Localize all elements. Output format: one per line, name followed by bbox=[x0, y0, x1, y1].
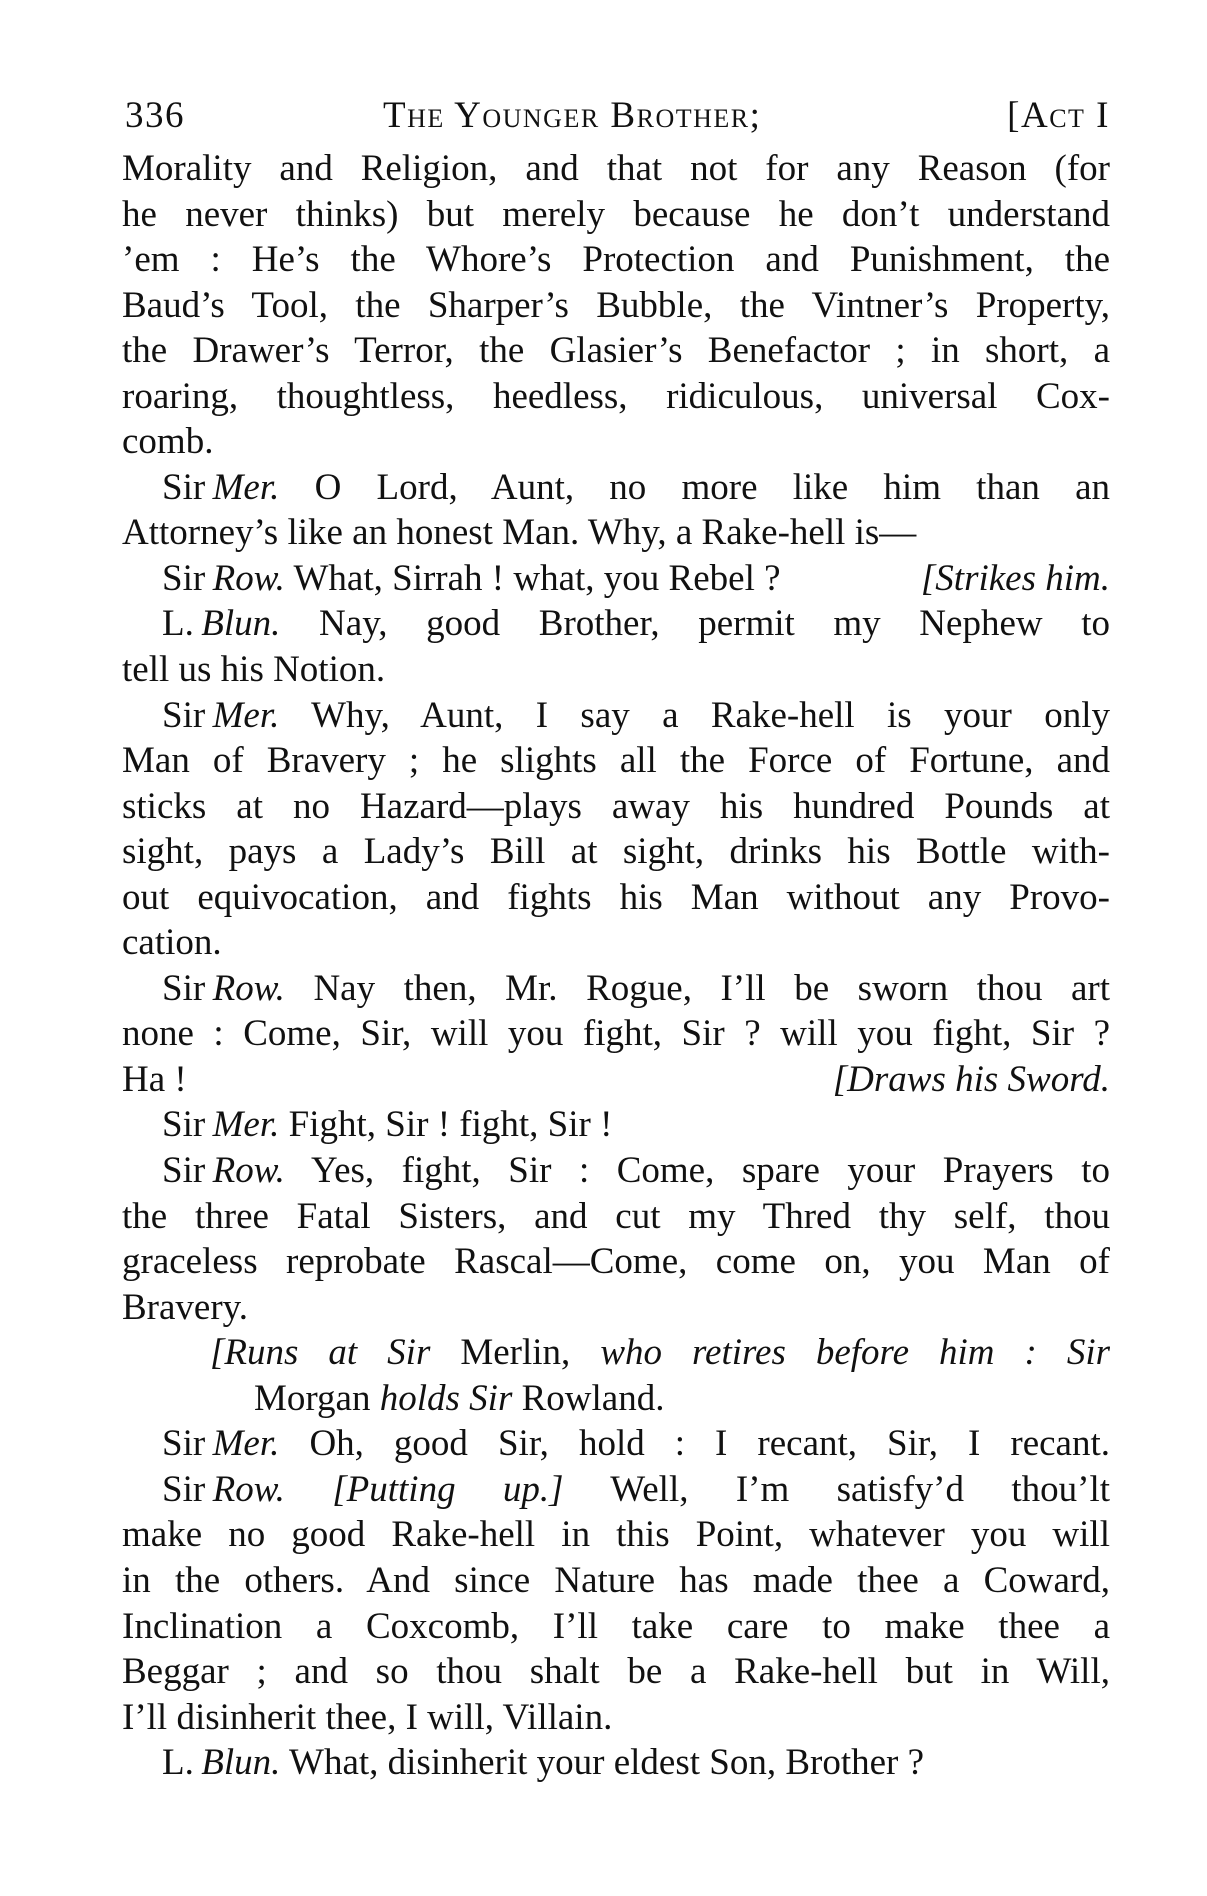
speech-rowland bbox=[122, 556, 1110, 602]
speaker-name: Row. bbox=[212, 967, 285, 1009]
running-title: The Younger Brother; bbox=[383, 95, 762, 136]
character-name: Rowland. bbox=[521, 1377, 665, 1419]
speech-text: Well, I’m satisfy’d thou’lt bbox=[610, 1468, 1110, 1510]
speech-rowland bbox=[122, 966, 1110, 1012]
speech-text: Yes, fight, Sir : Come, spare your Prayers to bbox=[311, 1150, 1110, 1192]
stage-direction-block bbox=[122, 1330, 1110, 1376]
speaker-title: Sir bbox=[162, 1423, 206, 1465]
page-body bbox=[122, 146, 1110, 1786]
stage-direction: [Putting up.] bbox=[332, 1468, 564, 1510]
speech-line: Bravery. bbox=[122, 1286, 249, 1328]
text-line: Morality and Religion, and that not for any Reason (for bbox=[122, 148, 1110, 189]
speech-line: I’ll disinherit thee, I will, Villain. bbox=[122, 1696, 613, 1738]
speech-line: tell us his Notion. bbox=[122, 649, 386, 691]
stage-direction: holds Sir bbox=[379, 1377, 513, 1419]
speech-merlin bbox=[122, 465, 1110, 511]
speech-blunder bbox=[122, 1740, 1110, 1786]
speaker-title: Sir bbox=[162, 557, 206, 599]
speech-text: Fight, Sir ! fight, Sir ! bbox=[288, 1104, 613, 1146]
speaker-title: Sir bbox=[162, 1468, 206, 1510]
text-line: he never thinks) but merely because he don’t understand bbox=[122, 193, 1110, 235]
speaker-name: Blun. bbox=[201, 1742, 281, 1784]
speech-line: Attorney’s like an honest Man. Why, a Rake-hell is— bbox=[122, 512, 917, 554]
speech-text: O Lord, Aunt, no more like him than an bbox=[314, 466, 1110, 508]
speaker-name: Row. bbox=[212, 1150, 285, 1192]
speaker-name: Row. bbox=[212, 557, 285, 599]
speech-rowland bbox=[122, 1148, 1110, 1194]
speaker-name: Row. bbox=[212, 1468, 285, 1510]
speech-line: make no good Rake-hell in this Point, whatever you will bbox=[122, 1514, 1110, 1556]
speech-line: Man of Bravery ; he slights all the Force of Fortune, and bbox=[122, 740, 1110, 782]
speech-rowland bbox=[122, 1467, 1110, 1513]
speech-line bbox=[122, 1057, 1110, 1103]
speaker-title: Sir bbox=[162, 967, 206, 1009]
speaker-title: Sir bbox=[162, 694, 206, 736]
speech-line: sticks at no Hazard—plays away his hundred Pounds at bbox=[122, 785, 1110, 827]
act-marker: [Act I bbox=[1007, 95, 1110, 136]
running-header bbox=[125, 92, 1110, 140]
speech-line: Inclination a Coxcomb, I’ll take care to make thee a bbox=[122, 1605, 1110, 1647]
speech-line: in the others. And since Nature has made thee a Coward, bbox=[122, 1559, 1110, 1601]
speech-text: Ha ! bbox=[122, 1058, 187, 1100]
speech-line: cation. bbox=[122, 922, 222, 964]
speaker-name: Blun. bbox=[201, 603, 281, 645]
speech-line: sight, pays a Lady’s Bill at sight, drinks his Bottle with- bbox=[122, 831, 1110, 873]
speaker-title: Sir bbox=[162, 1104, 206, 1146]
text-line: roaring, thoughtless, heedless, ridiculous, universal Cox- bbox=[122, 375, 1110, 417]
character-name: Merlin, bbox=[460, 1332, 571, 1374]
stage-direction: who retires before him : Sir bbox=[600, 1332, 1110, 1374]
speech-merlin bbox=[122, 1102, 1110, 1148]
speaker-title: Sir bbox=[162, 1150, 206, 1192]
speaker-name: Mer. bbox=[212, 1423, 280, 1465]
speech-text: Nay, good Brother, permit my Nephew to bbox=[319, 603, 1110, 645]
speech-text: Oh, good Sir, hold : I recant, Sir, I recant. bbox=[309, 1423, 1110, 1465]
text-line: ’em : He’s the Whore’s Protection and Punishment, the bbox=[122, 239, 1110, 281]
speaker-title: L. bbox=[162, 1742, 194, 1784]
speech-text: What, Sirrah ! what, you Rebel ? bbox=[293, 557, 781, 599]
stage-direction-block bbox=[122, 1376, 1110, 1422]
speaker-title: L. bbox=[162, 603, 194, 645]
speech-text: Why, Aunt, I say a Rake-hell is your only bbox=[311, 694, 1110, 736]
page-number: 336 bbox=[125, 95, 185, 136]
stage-direction: [Strikes him. bbox=[920, 557, 1110, 599]
speech-line: Beggar ; and so thou shalt be a Rake-hell but in Will, bbox=[122, 1651, 1110, 1693]
speech-merlin bbox=[122, 693, 1110, 739]
speech-merlin bbox=[122, 1421, 1110, 1467]
speech-blunder bbox=[122, 601, 1110, 647]
speech-line: out equivocation, and fights his Man without any Provo- bbox=[122, 876, 1110, 918]
speaker-name: Mer. bbox=[212, 466, 280, 508]
stage-direction: [Runs at Sir bbox=[210, 1332, 431, 1374]
speech-line: the three Fatal Sisters, and cut my Thred thy self, thou bbox=[122, 1195, 1110, 1237]
speech-line: none : Come, Sir, will you fight, Sir ? will you fight, Sir ? bbox=[122, 1013, 1110, 1055]
text-line: Baud’s Tool, the Sharper’s Bubble, the Vintner’s Property, bbox=[122, 284, 1110, 326]
speech-text: What, disinherit your eldest Son, Brother ? bbox=[289, 1742, 925, 1784]
speech-text: Nay then, Mr. Rogue, I’ll be sworn thou art bbox=[313, 967, 1110, 1009]
stage-direction: [Draws his Sword. bbox=[832, 1058, 1110, 1100]
character-name: Morgan bbox=[254, 1377, 371, 1419]
speaker-title: Sir bbox=[162, 466, 206, 508]
speaker-name: Mer. bbox=[212, 1104, 280, 1146]
speech-line: graceless reprobate Rascal—Come, come on, you Man of bbox=[122, 1241, 1110, 1283]
text-line: the Drawer’s Terror, the Glasier’s Benefactor ; in short, a bbox=[122, 330, 1110, 372]
speaker-name: Mer. bbox=[212, 694, 280, 736]
text-line: comb. bbox=[122, 421, 214, 463]
